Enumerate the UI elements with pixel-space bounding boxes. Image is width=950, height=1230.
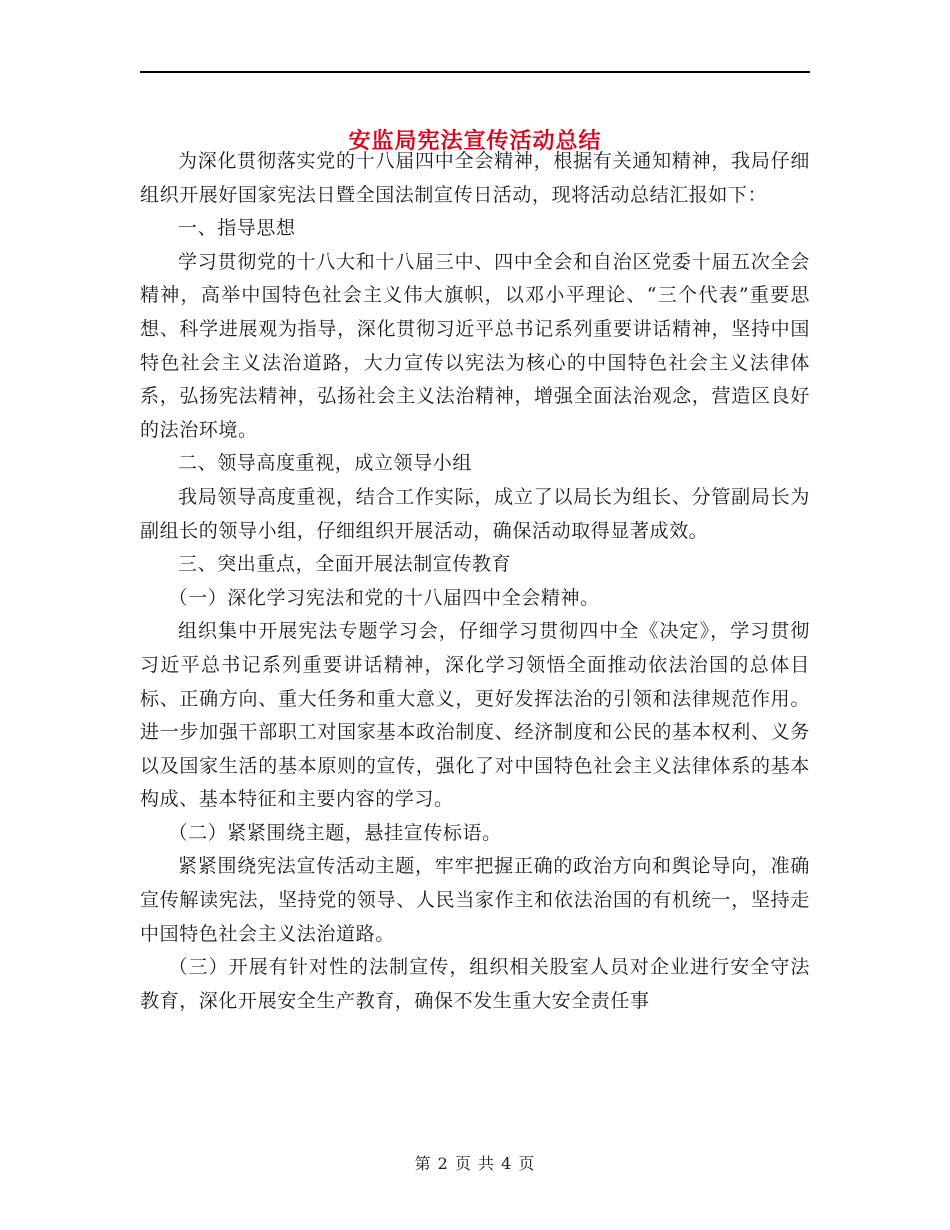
subheading-3-2: （二）紧紧围绕主题，悬挂宣传标语。 <box>168 821 502 844</box>
paragraph-intro: 为深化贯彻落实党的十八届四中全会精神，根据有关通知精神，我局仔细组织开展好国家宪法日暨全国法制宣传日活动，现将活动总结汇报如下： <box>140 150 810 206</box>
paragraph-section-1: 学习贯彻党的十八大和十八届三中、四中全会和自治区党委十届五次全会精神，高举中国特色社会主义伟大旗帜，以邓小平理论、“三个代表”重要思想、科学进展观为指导，深化贯彻习近平总书记系列重要讲话精神，坚持中国特色社会主义法治道路，大力宣传以宪法为核心的中国特色社会主义法律体系，弘扬宪法精神，弘扬社会主义法治精神，增强全面法治观念，营造区良好的法治环境。 <box>140 250 810 441</box>
header-rule <box>140 71 810 73</box>
paragraph-3-3: （三）开展有针对性的法制宣传，组织相关股室人员对企业进行安全守法教育，深化开展安全生产教育，确保不发生重大安全责任事 <box>140 956 810 1012</box>
document-body <box>140 145 810 1018</box>
heading-section-2: 二、领导高度重视，成立领导小组 <box>178 452 473 475</box>
paragraph-3-2: 紧紧围绕宪法宣传活动主题，牢牢把握正确的政治方向和舆论导向，准确宣传解读宪法，坚持党的领导、人民当家作主和依法治国的有机统一，坚持走中国特色社会主义法治道路。 <box>140 855 810 945</box>
paragraph-3-1: 组织集中开展宪法专题学习会，仔细学习贯彻四中全《决定》，学习贯彻习近平总书记系列重要讲话精神，深化学习领悟全面推动依法治国的总体目标、正确方向、重大任务和重大意义，更好发挥法治的引领和法律规范作用。进一步加强干部职工对国家基本政治制度、经济制度和公民的基本权利、义务以及国家生活的基本原则的宣传，强化了对中国特色社会主义法律体系的基本构成、基本特征和主要内容的学习。 <box>140 620 810 811</box>
paragraph-section-2: 我局领导高度重视，结合工作实际，成立了以局长为组长、分管副局长为副组长的领导小组，仔细组织开展活动，确保活动取得显著成效。 <box>140 485 810 542</box>
page-number-footer: 第 2 页 共 4 页 <box>414 1154 536 1173</box>
heading-section-3: 三、突出重点，全面开展法制宣传教育 <box>178 553 512 576</box>
subheading-3-1: （一）深化学习宪法和党的十八届四中全会精神。 <box>168 586 600 609</box>
document-title: 安监局宪法宣传活动总结 <box>348 127 602 154</box>
heading-section-1: 一、指导思想 <box>178 217 296 240</box>
